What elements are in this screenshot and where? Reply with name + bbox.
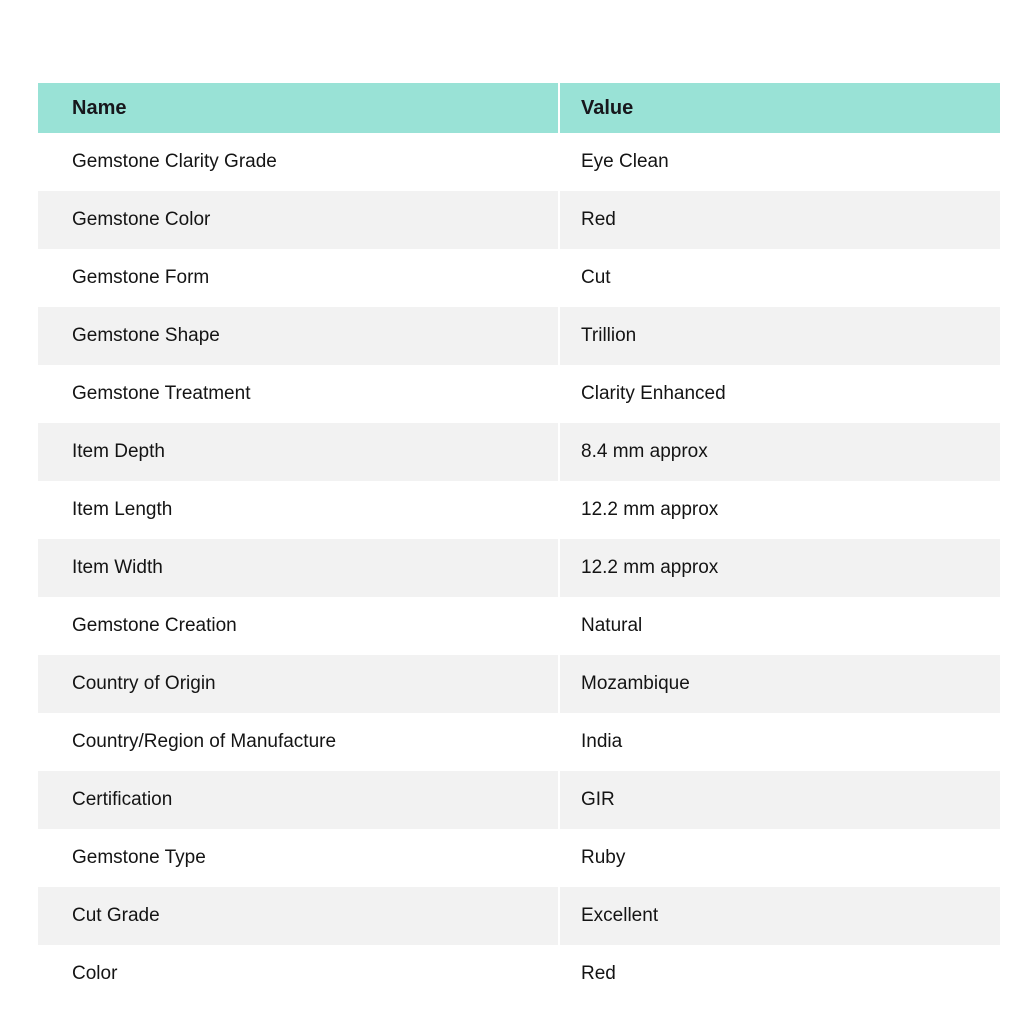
spec-name-cell: Gemstone Form [38,249,559,307]
column-header-name: Name [38,83,559,133]
table-row [38,945,1000,1003]
spec-table-body [38,133,1000,1003]
spec-name-cell: Gemstone Color [38,191,559,249]
table-row [38,481,1000,539]
table-row [38,829,1000,887]
spec-name-cell: Gemstone Type [38,829,559,887]
table-row [38,249,1000,307]
spec-value-cell: Mozambique [559,655,1000,713]
spec-value-cell: 8.4 mm approx [559,423,1000,481]
table-row [38,423,1000,481]
spec-value-cell: 12.2 mm approx [559,481,1000,539]
spec-name-cell: Country/Region of Manufacture [38,713,559,771]
spec-value-cell: Ruby [559,829,1000,887]
spec-value-cell: Red [559,191,1000,249]
spec-name-cell: Item Width [38,539,559,597]
column-header-value: Value [559,83,1000,133]
spec-value-cell: Eye Clean [559,133,1000,191]
table-row [38,307,1000,365]
table-row [38,597,1000,655]
table-row [38,133,1000,191]
spec-value-cell: 12.2 mm approx [559,539,1000,597]
table-row [38,365,1000,423]
table-header-row [38,83,1000,133]
spec-name-cell: Color [38,945,559,1003]
spec-value-cell: Cut [559,249,1000,307]
spec-name-cell: Item Length [38,481,559,539]
table-row [38,771,1000,829]
spec-name-cell: Gemstone Creation [38,597,559,655]
spec-name-cell: Certification [38,771,559,829]
spec-value-cell: Trillion [559,307,1000,365]
spec-value-cell: Clarity Enhanced [559,365,1000,423]
spec-value-cell: GIR [559,771,1000,829]
table-row [38,539,1000,597]
spec-value-cell: Excellent [559,887,1000,945]
spec-value-cell: Natural [559,597,1000,655]
item-specifics-table [38,83,1000,1003]
spec-name-cell: Gemstone Clarity Grade [38,133,559,191]
table-row [38,191,1000,249]
table-row [38,655,1000,713]
table-row [38,713,1000,771]
spec-name-cell: Gemstone Shape [38,307,559,365]
item-specifics-table-wrap [38,83,1000,1003]
spec-name-cell: Item Depth [38,423,559,481]
spec-name-cell: Country of Origin [38,655,559,713]
spec-name-cell: Cut Grade [38,887,559,945]
table-row [38,887,1000,945]
table-header [38,83,1000,133]
spec-name-cell: Gemstone Treatment [38,365,559,423]
spec-value-cell: Red [559,945,1000,1003]
spec-value-cell: India [559,713,1000,771]
